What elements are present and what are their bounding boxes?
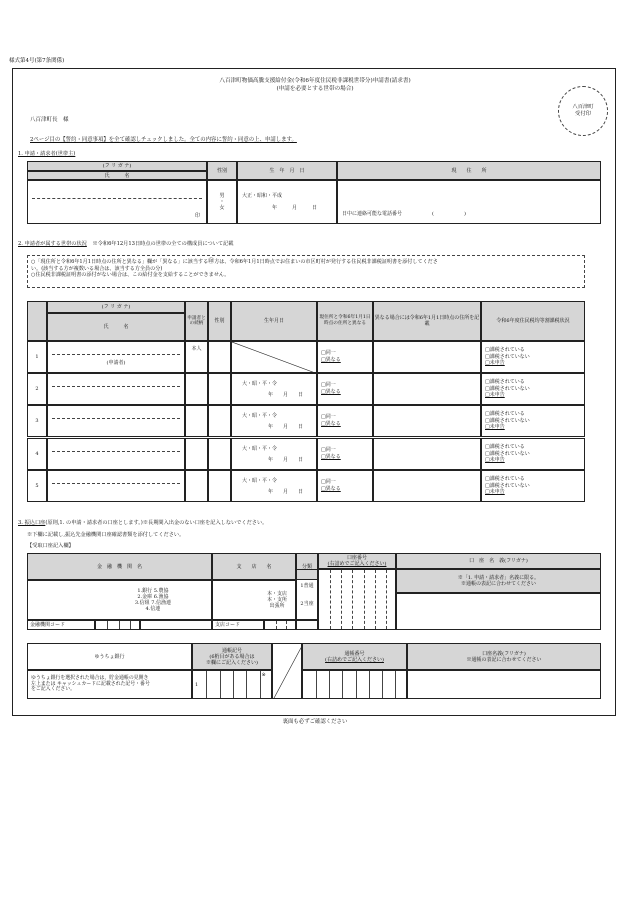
digit-divider [206, 671, 207, 698]
digit-divider [395, 671, 396, 698]
s1-dob-field[interactable] [237, 180, 337, 224]
bank-type-option[interactable]: 4.信連 [145, 606, 161, 612]
dob-ymd: 年 月 日 [268, 391, 304, 398]
member-gender-field[interactable] [208, 470, 231, 502]
member-gender-field[interactable] [208, 438, 231, 470]
yucho-number-header [302, 643, 407, 670]
s1-name-header: 氏 名 [27, 171, 207, 180]
yucho-number-field[interactable] [302, 670, 407, 699]
digit-divider [276, 621, 277, 629]
member-dob-field[interactable] [231, 470, 317, 502]
digit-divider [329, 671, 330, 698]
class-ordinary[interactable]: 1普通 [300, 582, 314, 589]
bank-code-spacer [140, 620, 212, 630]
s2-notice-line2: い。(該当する方が複数いる場合は、該当する方全員の分) [31, 265, 163, 272]
gender-female[interactable]: 女 [219, 205, 225, 211]
s2-furigana-header: (フ リ ガ ナ) [47, 301, 185, 313]
yucho-symbol-header [192, 643, 272, 670]
member-furigana-line [52, 386, 180, 387]
reception-stamp [558, 86, 608, 136]
row-number: 5 [27, 470, 47, 502]
s1-address-field[interactable] [337, 180, 601, 224]
member-furigana-line [52, 354, 180, 355]
seal-mark: 印 [194, 213, 200, 219]
bank-name-field[interactable] [27, 580, 212, 620]
member-furigana-line [52, 483, 180, 484]
not-filed-checkbox[interactable]: □未申告 [485, 392, 505, 399]
member-relation-field[interactable] [185, 373, 208, 405]
member-gender-field[interactable] [208, 341, 231, 373]
not-taxed-checkbox[interactable]: □課税されていない [485, 417, 530, 424]
s2-prev-header: 異なる場合には令和6年1月1日時点の住所を記載 [373, 301, 481, 341]
section2-heading-note: ※令和6年12月13日時点の世帯の全ての構成員について記載 [92, 241, 234, 247]
holder-note1: ※「1. 申請・請求者」名義に限る。 [457, 575, 540, 581]
member-dob-field[interactable] [231, 373, 317, 405]
digit-divider [352, 570, 353, 629]
member-diff-field[interactable] [317, 470, 373, 502]
digit-divider [107, 621, 108, 629]
symbol-note1: (6桁目がある場合は [209, 653, 255, 660]
differ-checkbox[interactable]: □異なる [321, 389, 341, 395]
acct-h: 口座番号 [346, 555, 367, 561]
differ-checkbox[interactable]: □異なる [321, 357, 341, 363]
ynote3: をご記入ください。 [31, 686, 76, 693]
symbol-h: 通帳記号 [221, 647, 242, 654]
s1-dob-era: 大正・昭和・平成 [242, 193, 283, 199]
member-name-field[interactable] [47, 470, 185, 502]
s1-gender-header: 性別 [207, 161, 237, 180]
member-tax-field[interactable] [481, 405, 585, 437]
not-filed-checkbox[interactable]: □未申告 [485, 489, 505, 496]
s2-note2: 方は、令和6年1月1日時点でお住まいの市区町村が発行する住民税非課税証明書を添付してくださ [214, 259, 438, 265]
member-diff-field[interactable] [317, 373, 373, 405]
addressee: 八百津町長 様 [30, 117, 69, 123]
s2-notice-box [27, 255, 585, 288]
member-relation-field[interactable] [185, 438, 208, 470]
same-checkbox[interactable]: □同一 [321, 350, 336, 357]
branch-name-field[interactable] [212, 580, 296, 620]
account-holder-field[interactable] [396, 593, 601, 630]
gender-separator: ・ [219, 199, 225, 205]
digit-divider [119, 621, 120, 629]
digit-divider [286, 621, 287, 629]
s2-notice-line1 [31, 258, 581, 266]
member-prev-address-field[interactable] [373, 438, 481, 470]
not-taxed-checkbox[interactable]: □課税されていない [485, 482, 530, 489]
stamp-line1: 八百津町 [572, 104, 594, 111]
branch-code-label: 支店コード [212, 620, 264, 630]
s2-name-header: 氏 名 [47, 313, 185, 341]
s1-phone-label: 日中に連絡可能な電話番号 ( ) [342, 211, 466, 217]
class-current[interactable]: 2当座 [300, 600, 314, 607]
footer-note: 裏面も必ずご確認ください [282, 719, 348, 725]
yucho-bank-label: ゆうちょ銀行 [27, 643, 192, 670]
branch-type-option[interactable]: 本・支店 [266, 591, 287, 597]
digit-divider [316, 671, 317, 698]
member-furigana-line [52, 418, 180, 419]
not-taxed-checkbox[interactable]: □課税されていない [485, 385, 530, 392]
bank-type-option[interactable]: 2.金庫 6.漁協 [137, 594, 169, 600]
member-relation-field[interactable] [185, 470, 208, 502]
taxed-checkbox[interactable]: □課税されている [485, 346, 525, 353]
s1-dob-ymd: 年 月 日 [272, 205, 318, 211]
stamp-line2: 受付印 [575, 111, 591, 117]
dob-era: 大・昭・平・令 [242, 477, 278, 484]
member-relation-field[interactable]: 本人 [185, 341, 208, 373]
not-filed-checkbox[interactable]: □未申告 [485, 360, 505, 367]
yucho-symbol-field[interactable] [192, 670, 272, 699]
s2-tax-header: 令和6年度住民税均等割課税状況 [481, 301, 585, 341]
s2-note1: ○「現住所と令和6年1月1日時点の住所と異なる」欄が「異なる」に該当する [31, 259, 209, 265]
section2-heading: 2. 申請者が属する世帯の状況 [18, 241, 87, 247]
class-code-spacer [296, 620, 318, 630]
section2-heading-row [18, 241, 233, 248]
dob-ymd: 年 月 日 [268, 456, 304, 463]
class-header: 分類 [296, 553, 318, 580]
class-field[interactable] [296, 569, 318, 620]
row-number: 3 [27, 405, 47, 437]
s1-furigana-line [32, 198, 202, 199]
digit-divider [342, 671, 343, 698]
member-tax-field[interactable] [481, 438, 585, 470]
member-tax-field[interactable] [481, 470, 585, 502]
yucho-symbol-prefix: 1 [195, 682, 199, 688]
section3-heading: 3. 振込口座 [18, 520, 46, 526]
row-number: 4 [27, 438, 47, 470]
differ-checkbox[interactable]: □異なる [321, 421, 341, 427]
num-note: (右詰めでご記入ください) [325, 656, 384, 663]
diagonal-line [273, 644, 302, 699]
yucho-instruction [27, 670, 192, 699]
digit-divider [220, 671, 221, 698]
dob-ymd: 年 月 日 [268, 423, 304, 430]
digit-divider [130, 621, 131, 629]
account-holder-note [396, 569, 601, 593]
dob-era: 大・昭・平・令 [242, 445, 278, 452]
not-filed-checkbox[interactable]: □未申告 [485, 424, 505, 431]
s2-diff-header: 現住所と令和6年1月1日時点の住所と異なる [317, 301, 373, 341]
same-checkbox[interactable]: □同一 [321, 479, 336, 486]
digit-divider [356, 671, 357, 698]
member-tax-field[interactable] [481, 341, 585, 373]
branch-name-header: 支 店 名 [212, 553, 296, 580]
yucho-holder-field[interactable] [407, 670, 601, 699]
yucho-star-mark: ※ [261, 672, 266, 678]
s3-label: 【受取口座記入欄】 [27, 543, 74, 549]
row-number: 1 [27, 341, 47, 373]
ynote1: ゆうちょ銀行を選択された場合は，貯金通帳の見開き [31, 674, 149, 681]
bank-type-list [135, 588, 171, 612]
s2-num-header [27, 301, 47, 341]
s2-dob-header: 生年月日 [231, 301, 317, 341]
taxed-checkbox[interactable]: □課税されている [485, 443, 525, 450]
taxed-checkbox[interactable]: □課税されている [485, 378, 525, 385]
member-name-field[interactable] [47, 438, 185, 470]
differ-checkbox[interactable]: □異なる [321, 486, 341, 492]
s3-note: ※下欄に記載し,振込先金融機関口座確認書類を添付してください。 [27, 532, 185, 538]
form-number: 様式第4号(第7条関係) [9, 58, 65, 64]
row-number: 2 [27, 373, 47, 405]
s1-address-header: 現 住 所 [337, 161, 601, 180]
section3-heading-row [18, 520, 267, 527]
member-prev-address-field[interactable] [373, 470, 481, 502]
s1-dob-header: 生 年 月 日 [237, 161, 337, 180]
dob-era: 大・昭・平・令 [242, 380, 278, 387]
account-number-header [318, 553, 396, 569]
yucho-holder-header [407, 643, 601, 670]
holder-note2: ※通帳の表記に合わせてください [460, 581, 536, 587]
member-prev-address-field[interactable] [373, 373, 481, 405]
intro-statement: 2ページ目の【誓約・同意事項】を全て確認しチェックしました。全ての内容に誓約・同意の上、申請します。 [30, 137, 297, 143]
bank-name-header: 金 融 機 関 名 [27, 553, 212, 580]
same-checkbox[interactable]: □同一 [321, 414, 336, 421]
member-furigana-line [52, 451, 180, 452]
digit-divider [382, 671, 383, 698]
symbol-note2: ※欄にご記入ください) [206, 659, 258, 666]
member-dob-field[interactable] [231, 438, 317, 470]
section3-heading-rest: (原則,1. の申請・請求者の口座とします。)※長期間入出金のない口座を記入しないでください。 [45, 520, 268, 526]
branch-type-option[interactable]: 出張所 [269, 603, 285, 609]
member-gender-field[interactable] [208, 373, 231, 405]
taxed-checkbox[interactable]: □課税されている [485, 475, 525, 482]
acct-note: (右詰めでご記入ください) [327, 561, 387, 567]
section1-heading: 1. 申請・請求者(世帯主) [18, 151, 76, 157]
digit-divider [364, 570, 365, 629]
num-h: 通帳番号 [344, 650, 365, 657]
branch-type-list [267, 591, 287, 609]
applicant-label: (申請者) [106, 360, 126, 366]
differ-checkbox[interactable]: □異なる [321, 454, 341, 460]
branch-type-option[interactable]: 本・支所 [266, 597, 287, 603]
member-name-field[interactable] [47, 373, 185, 405]
member-prev-address-field[interactable] [373, 341, 481, 373]
bank-type-option[interactable]: 1.銀行 5.農協 [137, 588, 169, 594]
s1-furigana-header: (フ リ ガ ナ) [27, 161, 207, 171]
diagonal-line [232, 342, 317, 373]
member-relation-field[interactable] [185, 405, 208, 437]
digit-divider [330, 570, 331, 629]
dob-ymd: 年 月 日 [268, 488, 304, 495]
same-checkbox[interactable]: □同一 [321, 447, 336, 454]
not-taxed-checkbox[interactable]: □課税されていない [485, 450, 530, 457]
taxed-checkbox[interactable]: □課税されている [485, 410, 525, 417]
form-subtitle: (申請を必要とする世帯の場合) [276, 86, 354, 92]
form-title: 八百津町物価高騰支援給付金(令和6年度住民税非課税世帯分)申請書(請求書) [219, 78, 411, 84]
yucho-divider-cell [272, 643, 302, 699]
member-diff-field[interactable] [317, 405, 373, 437]
account-holder-header: 口 座 名 義(フリガナ) [396, 553, 601, 569]
branch-code-field[interactable] [264, 620, 296, 630]
digit-divider [375, 570, 376, 629]
member-prev-address-field[interactable] [373, 405, 481, 437]
s2-circled-mark: ㊞ [208, 258, 215, 265]
bank-code-field[interactable] [95, 620, 140, 630]
not-taxed-checkbox[interactable]: □課税されていない [485, 353, 530, 360]
gender-male[interactable]: 男 [219, 193, 225, 199]
digit-divider [386, 570, 387, 629]
member-name-field[interactable] [47, 405, 185, 437]
s2-relation-header: 申請者との続柄 [185, 301, 208, 341]
member-diff-field[interactable] [317, 341, 373, 373]
yholder-note: ※通帳の表記に合わせてください [466, 656, 542, 663]
digit-divider [260, 671, 261, 698]
same-checkbox[interactable]: □同一 [321, 382, 336, 389]
ynote2: 左上または キャッシュカードに記載された記号・番号 [31, 680, 150, 687]
bank-type-option[interactable]: 3.信組 7.信漁連 [134, 600, 171, 606]
member-name-field[interactable] [47, 341, 185, 373]
member-dob-field[interactable] [231, 341, 317, 373]
not-filed-checkbox[interactable]: □未申告 [485, 457, 505, 464]
member-dob-field[interactable] [231, 405, 317, 437]
digit-divider [369, 671, 370, 698]
yholder-h: 口座名義(フリガナ) [482, 650, 526, 657]
bank-code-label: 金融機関コード [27, 620, 95, 630]
digit-divider [246, 671, 247, 698]
dob-era: 大・昭・平・令 [242, 412, 278, 419]
s2-gender-header: 性別 [208, 301, 231, 341]
digit-divider [341, 570, 342, 629]
s2-notice-line3: ○住民税非課税証明書の添付がない場合は、この給付金を支給することができません。 [31, 271, 230, 278]
member-gender-field[interactable] [208, 405, 231, 437]
member-diff-field[interactable] [317, 438, 373, 470]
member-tax-field[interactable] [481, 373, 585, 405]
s1-gender-field[interactable] [207, 180, 237, 224]
digit-divider [233, 671, 234, 698]
s1-name-field[interactable] [27, 180, 207, 224]
account-number-field[interactable] [318, 569, 396, 630]
